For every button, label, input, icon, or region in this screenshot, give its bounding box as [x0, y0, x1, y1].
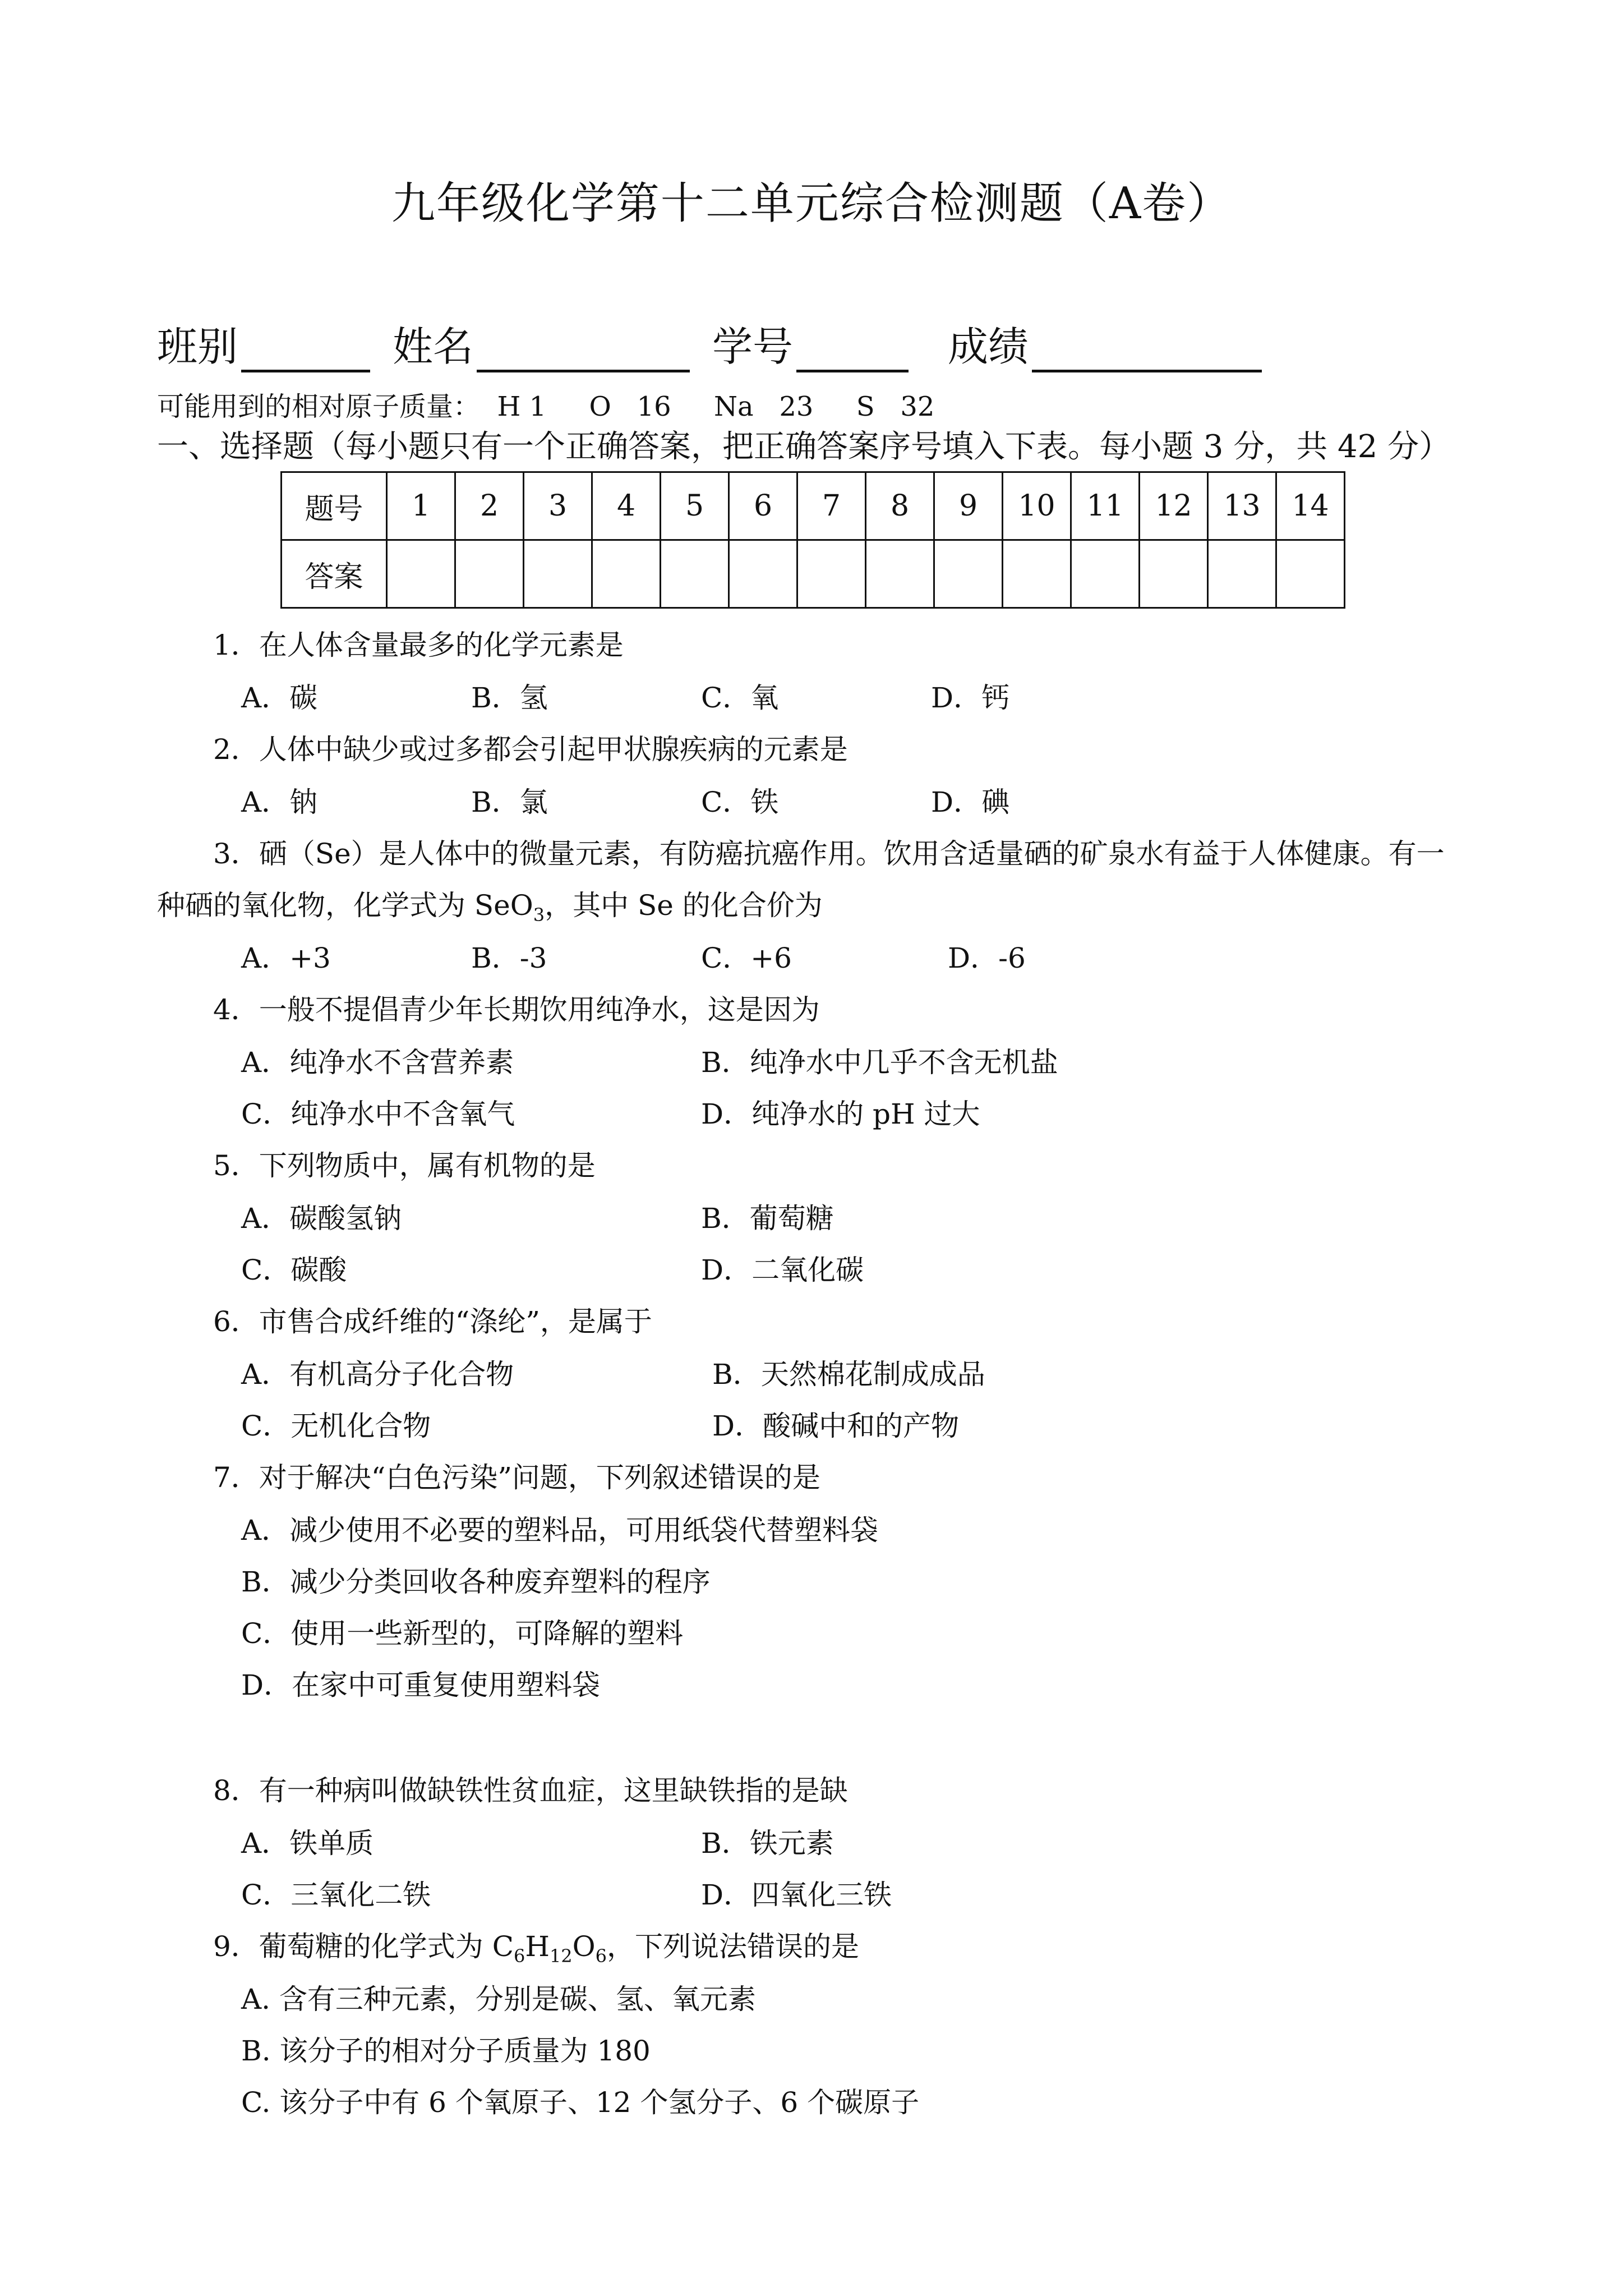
question-1-option-c: C．氧	[701, 682, 779, 714]
question-3-option-b: B．-3	[471, 942, 547, 974]
question-6-option-b: B．天然棉花制成成品	[712, 1358, 985, 1391]
answer-cell[interactable]	[455, 540, 524, 608]
question-3-option-a: A．+3	[241, 942, 331, 974]
table-number: 5	[661, 472, 729, 540]
question-3-text-pre: 种硒的氧化物，化学式为 SeO	[157, 889, 533, 922]
question-7-option-a: A．减少使用不必要的塑料品，可用纸袋代替塑料袋	[241, 1514, 879, 1547]
question-3-stem-line2	[157, 883, 823, 926]
question-1-option-a: A．碳	[241, 682, 318, 714]
table-number: 4	[592, 472, 661, 540]
class-label: 班别	[157, 323, 238, 370]
question-9-option-b: B. 该分子的相对分子质量为 180	[241, 2035, 651, 2067]
question-9-text-pre: 9．葡萄糖的化学式为 C	[213, 1930, 514, 1963]
question-5-stem: 5．下列物质中，属有机物的是	[213, 1149, 596, 1182]
table-number: 7	[797, 472, 866, 540]
table-number: 6	[729, 472, 797, 540]
question-9-text-post: ，下列说法错误的是	[607, 1930, 860, 1963]
score-label: 成绩	[948, 323, 1029, 370]
question-6-option-c: C．无机化合物	[241, 1410, 431, 1442]
answer-cell[interactable]	[1276, 540, 1345, 608]
answer-cell[interactable]	[1003, 540, 1071, 608]
question-3-stem-line1: 3．硒（Se）是人体中的微量元素，有防癌抗癌作用。饮用含适量硒的矿泉水有益于人体健康。有一	[213, 838, 1445, 870]
table-number: 9	[934, 472, 1003, 540]
score-blank[interactable]	[1032, 334, 1262, 372]
atomic-masses: 可能用到的相对原子质量： H 1 O 16 Na 23 S 32	[157, 391, 935, 422]
question-1-option-b: B．氢	[471, 682, 548, 714]
question-3-text-post: ，其中 Se 的化合价为	[545, 889, 823, 922]
question-9-subscript: 6	[595, 1945, 607, 1967]
question-9-subscript: 12	[549, 1945, 573, 1967]
question-5-option-b: B．葡萄糖	[701, 1202, 834, 1235]
name-blank[interactable]	[477, 334, 690, 372]
question-1-stem: 1．在人体含量最多的化学元素是	[213, 629, 624, 661]
answer-cell[interactable]	[1140, 540, 1208, 608]
question-8-stem: 8．有一种病叫做缺铁性贫血症，这里缺铁指的是缺	[213, 1774, 848, 1807]
question-9-text-mid: O	[572, 1930, 596, 1963]
question-4-option-d: D．纯净水的 pH 过大	[701, 1098, 980, 1130]
table-number: 3	[524, 472, 592, 540]
name-label: 姓名	[393, 323, 474, 370]
question-2-option-d: D．碘	[931, 786, 1010, 818]
answer-cell[interactable]	[387, 540, 455, 608]
answer-table-number-row	[282, 472, 1345, 540]
question-2-option-c: C．铁	[701, 786, 779, 818]
question-7-option-c: C．使用一些新型的，可降解的塑料	[241, 1617, 684, 1650]
answer-cell[interactable]	[797, 540, 866, 608]
answer-cell[interactable]	[1208, 540, 1276, 608]
answer-cell[interactable]	[934, 540, 1003, 608]
question-7-option-d: D．在家中可重复使用塑料袋	[241, 1669, 601, 1701]
question-8-option-b: B．铁元素	[701, 1827, 834, 1860]
question-4-option-b: B．纯净水中几乎不含无机盐	[701, 1046, 1058, 1079]
answer-cell[interactable]	[524, 540, 592, 608]
table-number: 11	[1071, 472, 1140, 540]
question-9-stem	[213, 1924, 859, 1967]
question-2-option-b: B．氯	[471, 786, 548, 818]
class-blank[interactable]	[241, 334, 370, 372]
question-8-option-d: D．四氧化三铁	[701, 1879, 892, 1911]
student-no-label: 学号	[712, 323, 794, 370]
question-3-option-c: C．+6	[701, 942, 792, 974]
question-4-stem: 4．一般不提倡青少年长期饮用纯净水，这是因为	[213, 993, 820, 1026]
question-4-option-c: C．纯净水中不含氧气	[241, 1098, 515, 1130]
answer-cell[interactable]	[592, 540, 661, 608]
question-8-option-c: C．三氧化二铁	[241, 1879, 431, 1911]
question-6-stem: 6．市售合成纤维的“涤纶”，是属于	[213, 1305, 652, 1338]
question-6-option-a: A．有机高分子化合物	[241, 1358, 514, 1391]
page-title: 九年级化学第十二单元综合检测题（A卷）	[391, 178, 1232, 229]
table-header-answer: 答案	[282, 540, 387, 608]
answer-table	[280, 471, 1345, 609]
question-2-stem: 2．人体中缺少或过多都会引起甲状腺疾病的元素是	[213, 733, 848, 766]
student-no-blank[interactable]	[796, 334, 909, 372]
table-number: 10	[1003, 472, 1071, 540]
answer-cell[interactable]	[1071, 540, 1140, 608]
question-6-option-d: D．酸碱中和的产物	[712, 1410, 960, 1442]
table-number: 2	[455, 472, 524, 540]
table-number: 13	[1208, 472, 1276, 540]
student-info-row	[157, 314, 1284, 372]
question-8-option-a: A．铁单质	[241, 1827, 374, 1860]
answer-table-answer-row	[282, 540, 1345, 608]
table-number: 14	[1276, 472, 1345, 540]
question-7-option-b: B．减少分类回收各种废弃塑料的程序	[241, 1566, 711, 1598]
table-header-question-no: 题号	[282, 472, 387, 540]
question-2-option-a: A．钠	[241, 786, 318, 818]
question-7-stem: 7．对于解决“白色污染”问题，下列叙述错误的是	[213, 1461, 820, 1494]
question-3-option-d: D．-6	[948, 942, 1026, 974]
question-4-option-a: A．纯净水不含营养素	[241, 1046, 514, 1079]
question-5-option-d: D．二氧化碳	[701, 1254, 864, 1286]
table-number: 8	[866, 472, 934, 540]
question-1-option-d: D．钙	[931, 682, 1010, 714]
question-9-text-mid: H	[525, 1930, 550, 1963]
section-heading: 一、选择题（每小题只有一个正确答案，把正确答案序号填入下表。每小题 3 分，共 42 分）	[157, 429, 1451, 465]
question-9-option-a: A. 含有三种元素，分别是碳、氢、氧元素	[241, 1983, 756, 2016]
table-number: 1	[387, 472, 455, 540]
table-number: 12	[1140, 472, 1208, 540]
question-9-subscript: 6	[513, 1945, 525, 1967]
question-3-subscript: 3	[533, 904, 545, 926]
question-9-option-c: C. 该分子中有 6 个氧原子、12 个氢分子、6 个碳原子	[241, 2086, 920, 2119]
answer-cell[interactable]	[866, 540, 934, 608]
question-5-option-a: A．碳酸氢钠	[241, 1202, 402, 1235]
answer-cell[interactable]	[729, 540, 797, 608]
question-5-option-c: C．碳酸	[241, 1254, 347, 1286]
answer-cell[interactable]	[661, 540, 729, 608]
